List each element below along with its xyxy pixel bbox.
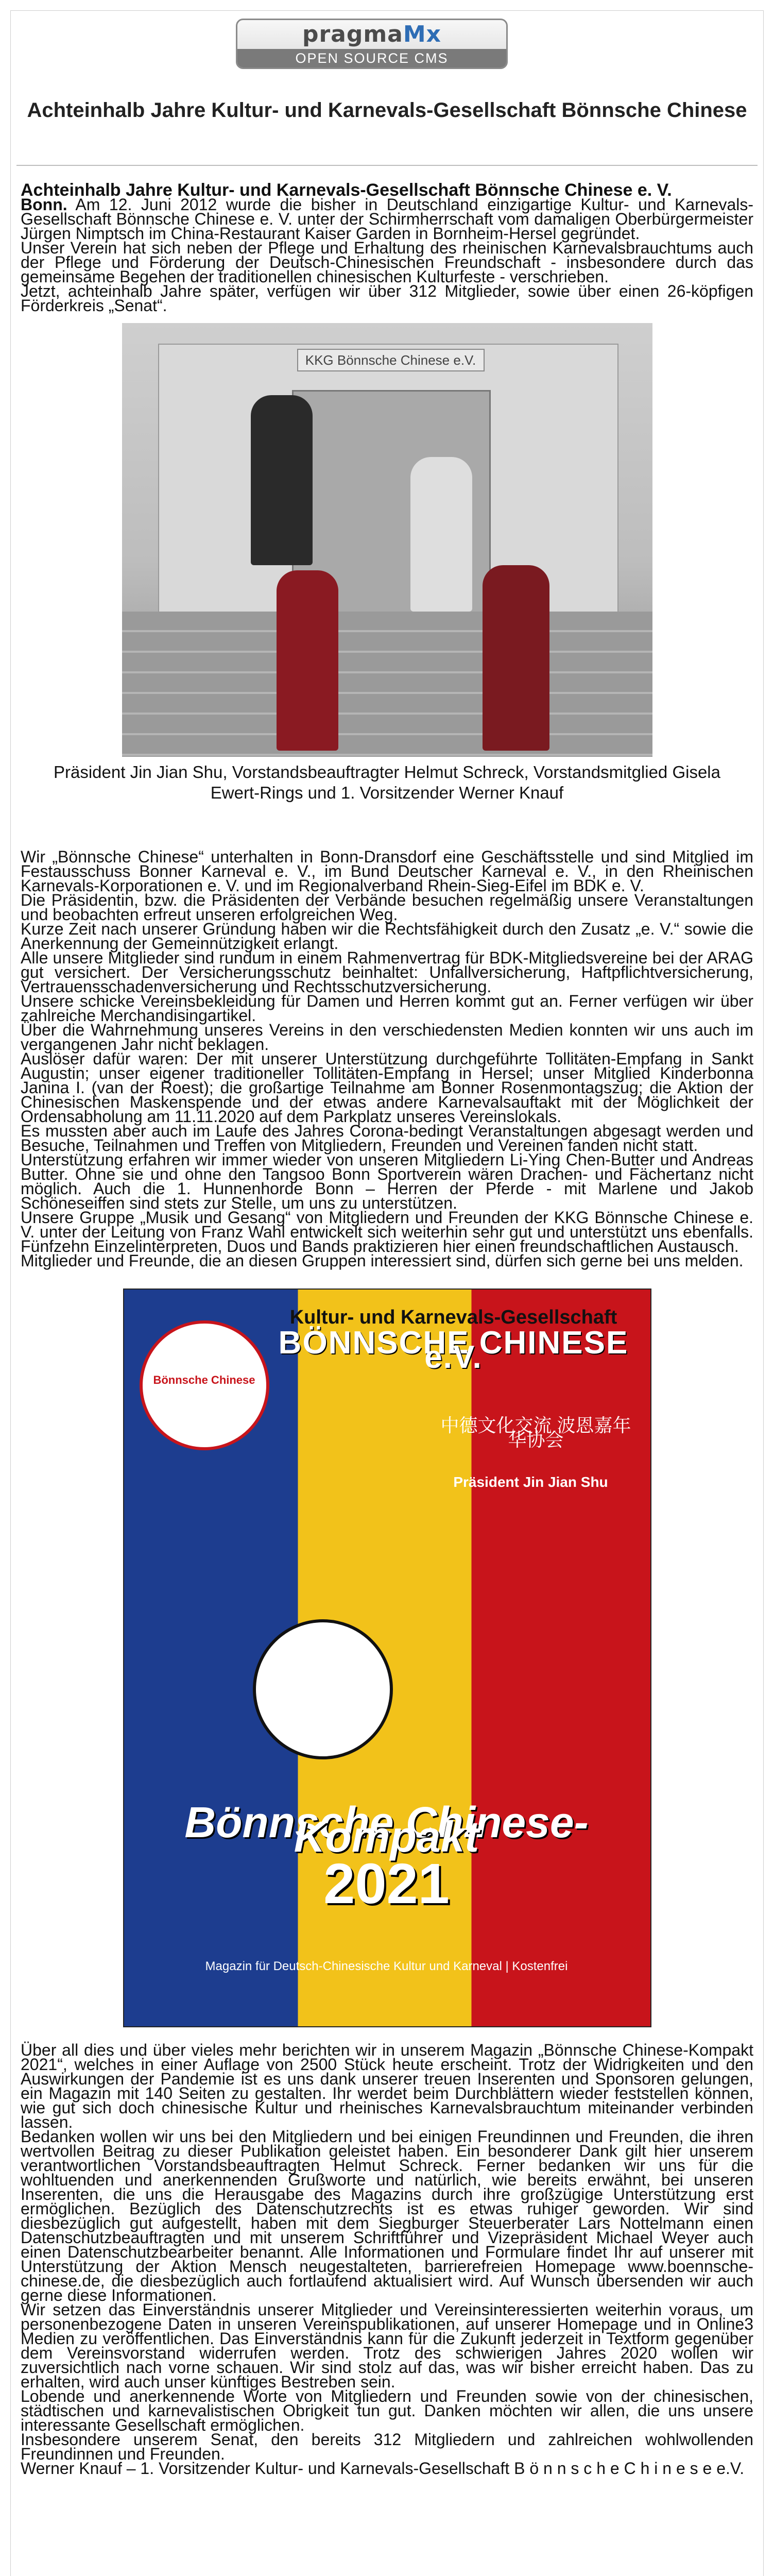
article-paragraph: Mitglieder und Freunde, die an diesen Gruppen interessiert sind, dürfen sich gerne bei uns melden. (21, 1251, 744, 1270)
magazine-cover (123, 1289, 651, 2027)
club-seal (140, 1320, 269, 1450)
group-photo (122, 323, 652, 757)
article-paragraph: Jetzt, achteinhalb Jahre später, verfügen wir über 312 Mitglieder, sowie über einen 26-köpfigen Förderkreis „Senat“. (21, 282, 753, 315)
article-signature: Werner Knauf – 1. Vorsitzender Kultur- und Karnevals-Gesellschaft B ö n n s c h e C h i n e s e e.V. (21, 2459, 745, 2478)
page-title: Achteinhalb Jahre Kultur- und Karnevals-Gesellschaft Bönnsche Chinese (27, 99, 747, 122)
article-paragraph: Unterstützung erfahren wir immer wieder von unseren Mitgliedern Li-Ying Chen-Butter und Andreas Butter. Ohne sie und ohne den Tangsoo Bonn Sportverein wären Drachen- und Fächertanz nicht möglich. Auch die 1. Hunnenhorde Bonn – Herren der Pferde - mit Marlene und Jakob Schöneseiffen sind stets zur Stelle, um uns zu unterstützen. (21, 1150, 753, 1212)
logo-tagline: OPEN SOURCE CMS (237, 49, 506, 67)
photo-person (483, 565, 549, 751)
photo-person (251, 395, 313, 565)
article-paragraph: Über all dies und über vieles mehr berichten wir in unserem Magazin „Bönnsche Chinese-Kompakt 2021“, welches in einer Auflage von 2500 Stück heute erscheint. Trotz der Widrigkeiten und den Auswirkungen der Pandemie ist es uns dank unserer treuen Inserenten und Sponsoren gelungen, ein Magazin mit 140 Seiten zu gestalten. Ihr werdet beim Durchblättern wieder feststellen können, wie gut sich doch chinesische Kultur und rheinisches Karnevalsbrauchtum miteinander verbinden lassen. (21, 2041, 753, 2131)
photo-sign: KKG Bönnsche Chinese e.V. (297, 349, 485, 371)
article-paragraph: Kurze Zeit nach unserer Gründung haben wir die Rechtsfähigkeit durch den Zusatz „e. V.“ sowie die Anerkennung der Gemeinnützigkeit erlangt. (21, 920, 753, 953)
article-paragraph: Insbesondere unserem Senat, den bereits 312 Mitgliedern und zahlreichen wohlwollenden Freundinnen und Freunden. (21, 2430, 753, 2463)
article-paragraph: Unser Verein hat sich neben der Pflege und Erhaltung des rheinischen Karnevalsbrauchtums auch der Pflege und Förderung der Deutsch-Chinesischen Freundschaft - insbesondere durch das gemeinsame Begehen der traditionellen chinesischen Kulturfeste - verschrieben. (21, 239, 753, 286)
article-paragraph: Über die Wahrnehmung unseres Vereins in den verschiedensten Medien konnten wir uns auch im vergangenen Jahr nicht beklagen. (21, 1021, 753, 1054)
article-paragraph: Unsere schicke Vereinsbekleidung für Damen und Herren kommt gut an. Ferner verfügen wir über zahlreiche Merchandisingartikel. (21, 992, 753, 1025)
photo-person (410, 457, 472, 612)
cover-subtitle: Magazin für Deutsch-Chinesische Kultur und Karneval | Kostenfrei (205, 1959, 568, 1973)
site-logo[interactable] (236, 19, 508, 69)
cover-heading: Kultur- und Karnevals-Gesellschaft (289, 1307, 617, 1328)
article-paragraph: Bedanken wollen wir uns bei den Mitgliedern und bei einigen Freundinnen und Freunden, die ihren wertvollen Beitrag zu dieser Publikation geleistet haben. Ein besonderer Dank gilt hier unserem verantwortlichen Vorstandsbeauftragten Helmut Schreck. Ferner bedanken wir uns für die wohltuenden und anerkennenden Grußworte und natürlich, wie bereits erwähnt, bei unseren Inserenten, die uns die Herausgabe des Magazins durch ihre großzügige Unterstützung erst ermöglichen. Bezüglich des Datenschutzrechts ist es etwas ruhiger geworden. Wir sind diesbezüglich gut aufgestellt, haben mit dem Siegburger Steuerberater Lars Nottelmann einen Datenschutzbeauftragten und mit unserem Schriftführer und Vizepräsident Michael Weyer auch einen Datenschutzbearbeiter benannt. Alle Informationen und Formulare findet Ihr auf unserer mit Unterstützung der Aktion Mensch neugestalteten, barrierefreien Homepage www.boennsche-chinese.de, die diesbezüglich auch fortlaufend aktualisiert wird. Auf Wunsch übersenden wir auch gerne diese Informationen. (21, 2127, 753, 2304)
article-paragraph: Es mussten aber auch im Laufe des Jahres Corona-bedingt Veranstaltungen abgesagt werden und Besuche, Teilnahmen und Treffen von Mitgliedern, Freunden und Vereinen fanden nicht statt. (21, 1122, 753, 1155)
photo-caption: Präsident Jin Jian Shu, Vorstandsbeauftragter Helmut Schreck, Vorstandsmitglied Gisela Ewert-Rings und 1. Vorsitzender Werner Knauf (54, 762, 720, 802)
title-divider (16, 165, 758, 166)
photo-steps (122, 612, 652, 757)
article-paragraph: Wir setzen das Einverständnis unserer Mitglieder und Vereinsinteressierten weiterhin voraus, um personenbezogene Daten in unseren Vereinspublikationen, auf unserer Homepage und in Online3 Medien zu veröffentlichen. Das Einverständnis kann für die Zukunft jederzeit in Textform gegenüber dem Vereinsvorstand widerrufen werden. Trotz des schwierigen Jahres 2020 wollen wir zuversichtlich nach vorne schauen. Wir sind stolz auf das, was wir bisher erreicht haben. Das zu erhalten, wird auch unser künftiges Bestreben sein. (21, 2300, 753, 2391)
panda-mascot-icon (253, 1619, 393, 1759)
logo-wordmark: pragmaMx (302, 21, 442, 47)
article-paragraph: Alle unsere Mitglieder sind rundum in einem Rahmenvertrag für BDK-Mitgliedsvereine bei der ARAG gut versichert. Der Versicherungsschutz beinhaltet: Unfallversicherung, Haftpflichtversicherung, Vertrauensschadenversicherung und Rechtsschutzversicherung. (21, 948, 753, 996)
article-lead: Achteinhalb Jahre Kultur- und Karnevals-Gesellschaft Bönnsche Chinese e. V. (21, 180, 672, 200)
photo-person (277, 570, 338, 751)
article-paragraph: Wir „Bönnsche Chinese“ unterhalten in Bonn-Dransdorf eine Geschäftsstelle und sind Mitglied im Festausschuss Bonner Karneval e. V., im Bund Deutscher Karneval e. V., in den Rheinischen Karnevals-Korporationen e. V. und im Regionalverband Rhein-Sieg-Eifel im BDK e. V. (21, 848, 753, 895)
article-paragraph: Die Präsidentin, bzw. die Präsidenten der Verbände besuchen regelmäßig unsere Veranstaltungen und beobachten erfreut unseren erfolgreichen Weg. (21, 891, 753, 924)
article-place: Bonn. (21, 195, 67, 214)
article-paragraph: Lobende und anerkennende Worte von Mitgliedern und Freunden sowie von der chinesischen, städtischen und karnevalistischen Obrigkeit tun gut. Danken möchten wir allen, die uns unsere interessante Gesellschaft ermöglichen. (21, 2387, 753, 2434)
article-paragraph: Unsere Gruppe „Musik und Gesang“ von Mitgliedern und Freunden der KKG Bönnsche Chinese e. V. unter der Leitung von Franz Wahl entwickelt sich weiterhin sehr gut und unterstützt uns ebenfalls. Fünfzehn Einzelinterpreten, Duos und Bands praktizieren hier einen freundschaftlichen Austausch. (21, 1208, 753, 1256)
article-paragraph: Bonn. Am 12. Juni 2012 wurde die bisher in Deutschland einzigartige Kultur- und Karnevals-Gesellschaft Bönnsche Chinese e. V. unter der Schirmherrschaft vom damaligen Oberbürgermeister Jürgen Nimptsch im China-Restaurant Kaiser Garden in Bornheim-Hersel gegründet. (21, 195, 754, 243)
cover-club-name: BÖNNSCHE CHINESE e.V. (278, 1325, 629, 1375)
cover-year: 2021 (323, 1852, 450, 1916)
article-paragraph: Auslöser dafür waren: Der mit unserer Unterstützung durchgeführte Tollitäten-Empfang in Sankt Augustin; unser eigener traditioneller Tollitäten-Empfang in Hersel; unser Mitglied Kinderbonna Janina I. (van der Roest); die großartige Teilnahme am Bonner Rosenmontagszug; die Aktion der Chinesischen Maskenspende und der etwas andere Karnevalsauftakt mit der Möglichkeit der Ordensabholung am 11.11.2020 auf dem Parkplatz unseres Vereinslokals. (21, 1049, 753, 1126)
club-seal-text: Bönnsche Chinese (153, 1374, 255, 1386)
cover-chinese-text: 中德文化交流 波恩嘉年华协会 (440, 1415, 631, 1450)
cover-president: Präsident Jin Jian Shu (453, 1474, 608, 1490)
cover-magazine-title: Bönnsche Chinese-Kompakt (184, 1798, 589, 1861)
article-body (21, 180, 754, 2478)
